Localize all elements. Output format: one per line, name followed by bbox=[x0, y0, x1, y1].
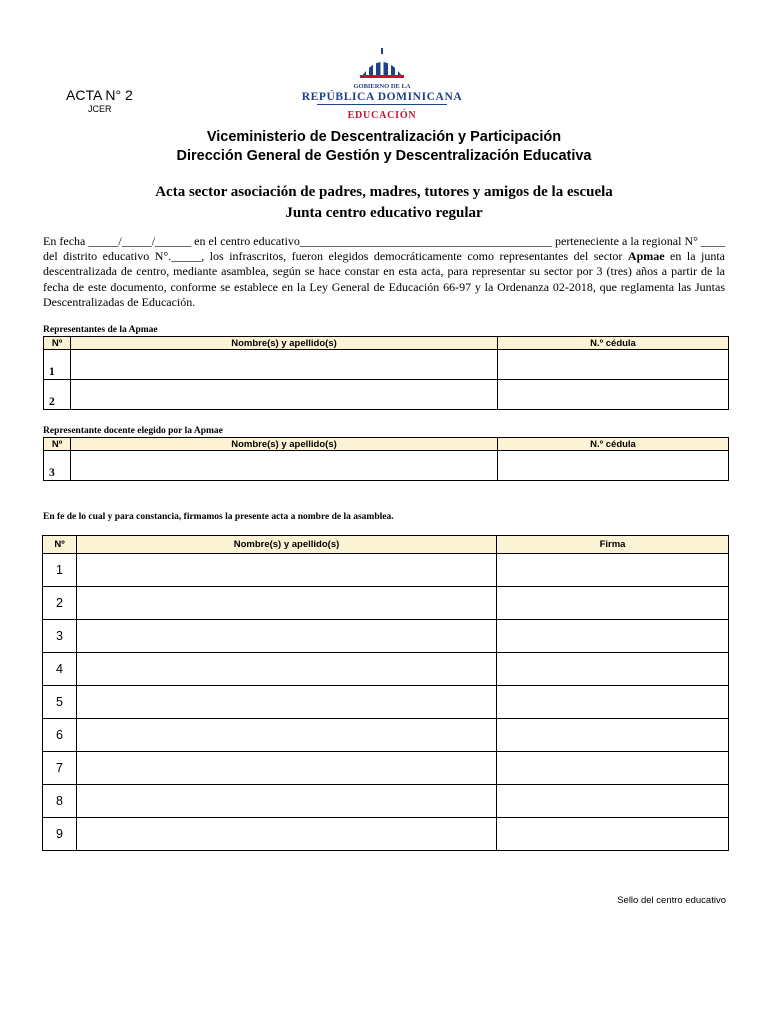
row-number: 1 bbox=[43, 554, 77, 587]
name-cell[interactable] bbox=[77, 587, 497, 620]
cedula-cell[interactable] bbox=[498, 380, 729, 410]
table1-caption: Representantes de la Apmae bbox=[43, 325, 158, 335]
name-cell[interactable] bbox=[77, 818, 497, 851]
table-row bbox=[43, 554, 729, 587]
col-header-firma: Firma bbox=[497, 536, 729, 554]
col-header-name: Nombre(s) y apellido(s) bbox=[71, 337, 498, 350]
name-cell[interactable] bbox=[71, 451, 498, 481]
col-header-name: Nombre(s) y apellido(s) bbox=[77, 536, 497, 554]
cedula-cell[interactable] bbox=[498, 451, 729, 481]
acta-paragraph bbox=[43, 234, 725, 310]
signature-cell[interactable] bbox=[497, 785, 729, 818]
signature-cell[interactable] bbox=[497, 554, 729, 587]
cedula-cell[interactable] bbox=[498, 350, 729, 380]
table-row bbox=[43, 818, 729, 851]
sector-name: Apmae bbox=[627, 249, 665, 264]
logo-line-3: EDUCACIÓN bbox=[347, 110, 417, 121]
signature-cell[interactable] bbox=[497, 818, 729, 851]
junta-title: Junta centro educativo regular bbox=[285, 205, 483, 221]
logo-line-1: GOBIERNO DE LA bbox=[353, 83, 411, 90]
logo-line-2: REPÚBLICA DOMINICANA bbox=[301, 91, 463, 103]
sello-label: Sello del centro educativo bbox=[617, 895, 726, 906]
table-row bbox=[43, 686, 729, 719]
row-number: 6 bbox=[43, 719, 77, 752]
name-cell[interactable] bbox=[77, 752, 497, 785]
row-number: 2 bbox=[43, 587, 77, 620]
table-row bbox=[43, 719, 729, 752]
signature-cell[interactable] bbox=[497, 653, 729, 686]
firmas-table bbox=[42, 535, 729, 851]
row-number: 1 bbox=[44, 350, 71, 380]
col-header-cedula: N.º cédula bbox=[498, 438, 729, 451]
table-row bbox=[44, 451, 729, 481]
table-row bbox=[43, 752, 729, 785]
row-number: 3 bbox=[43, 620, 77, 653]
table2-caption: Representante docente elegido por la Apmae bbox=[43, 426, 223, 436]
acta-code: JCER bbox=[88, 104, 112, 114]
viceministerio-title: Viceministerio de Descentralización y Participación bbox=[206, 129, 562, 145]
table-row bbox=[43, 653, 729, 686]
signature-cell[interactable] bbox=[497, 620, 729, 653]
acta-title: Acta sector asociación de padres, madres, tutores y amigos de la escuela bbox=[155, 184, 613, 200]
table-header-row bbox=[43, 536, 729, 554]
docente-table bbox=[43, 437, 729, 481]
name-cell[interactable] bbox=[71, 350, 498, 380]
col-header-name: Nombre(s) y apellido(s) bbox=[71, 438, 498, 451]
row-number: 2 bbox=[44, 380, 71, 410]
col-header-cedula: N.º cédula bbox=[498, 337, 729, 350]
table-row bbox=[44, 350, 729, 380]
col-header-number: Nº bbox=[44, 438, 71, 451]
signature-cell[interactable] bbox=[497, 686, 729, 719]
statement-text: En fe de lo cual y para constancia, firmamos la presente acta a nombre de la asamblea. bbox=[43, 512, 394, 522]
signature-cell[interactable] bbox=[497, 752, 729, 785]
signature-cell[interactable] bbox=[497, 719, 729, 752]
direccion-title: Dirección General de Gestión y Descentralización Educativa bbox=[176, 148, 592, 164]
row-number: 4 bbox=[43, 653, 77, 686]
row-number: 7 bbox=[43, 752, 77, 785]
row-number: 5 bbox=[43, 686, 77, 719]
table-header-row bbox=[44, 438, 729, 451]
row-number: 8 bbox=[43, 785, 77, 818]
col-header-number: Nº bbox=[43, 536, 77, 554]
name-cell[interactable] bbox=[77, 620, 497, 653]
col-header-number: Nº bbox=[44, 337, 71, 350]
name-cell[interactable] bbox=[77, 719, 497, 752]
row-number: 3 bbox=[44, 451, 71, 481]
table-row bbox=[43, 785, 729, 818]
paragraph-text-1: En fecha _____/_____/______ en el centro educativo__________________________________________ perteneciente a la regional N° ____ del distrito educativo N°._____, los infrascritos, fueron elegidos democráticamente como representantes del sector bbox=[43, 234, 725, 264]
table-row bbox=[43, 587, 729, 620]
signature-cell[interactable] bbox=[497, 587, 729, 620]
name-cell[interactable] bbox=[77, 653, 497, 686]
name-cell[interactable] bbox=[77, 785, 497, 818]
name-cell[interactable] bbox=[77, 554, 497, 587]
table-header-row bbox=[44, 337, 729, 350]
name-cell[interactable] bbox=[71, 380, 498, 410]
dome-icon bbox=[360, 48, 404, 78]
name-cell[interactable] bbox=[77, 686, 497, 719]
government-logo bbox=[282, 46, 482, 122]
representantes-table bbox=[43, 336, 729, 410]
table-row bbox=[43, 620, 729, 653]
paragraph-text-2: en la junta descentralizada de centro, mediante asamblea, según se hace constar en esta acta, para representar su sector por 3 (tres) años a partir de la fecha de este documento, conforme se establece en la Ley General de Educación 66-97 y la Ordenanza 02-2018, que reglamenta las Juntas Descentralizadas de Educación. bbox=[43, 249, 726, 309]
table-row bbox=[44, 380, 729, 410]
row-number: 9 bbox=[43, 818, 77, 851]
acta-number: ACTA N° 2 bbox=[66, 87, 133, 103]
